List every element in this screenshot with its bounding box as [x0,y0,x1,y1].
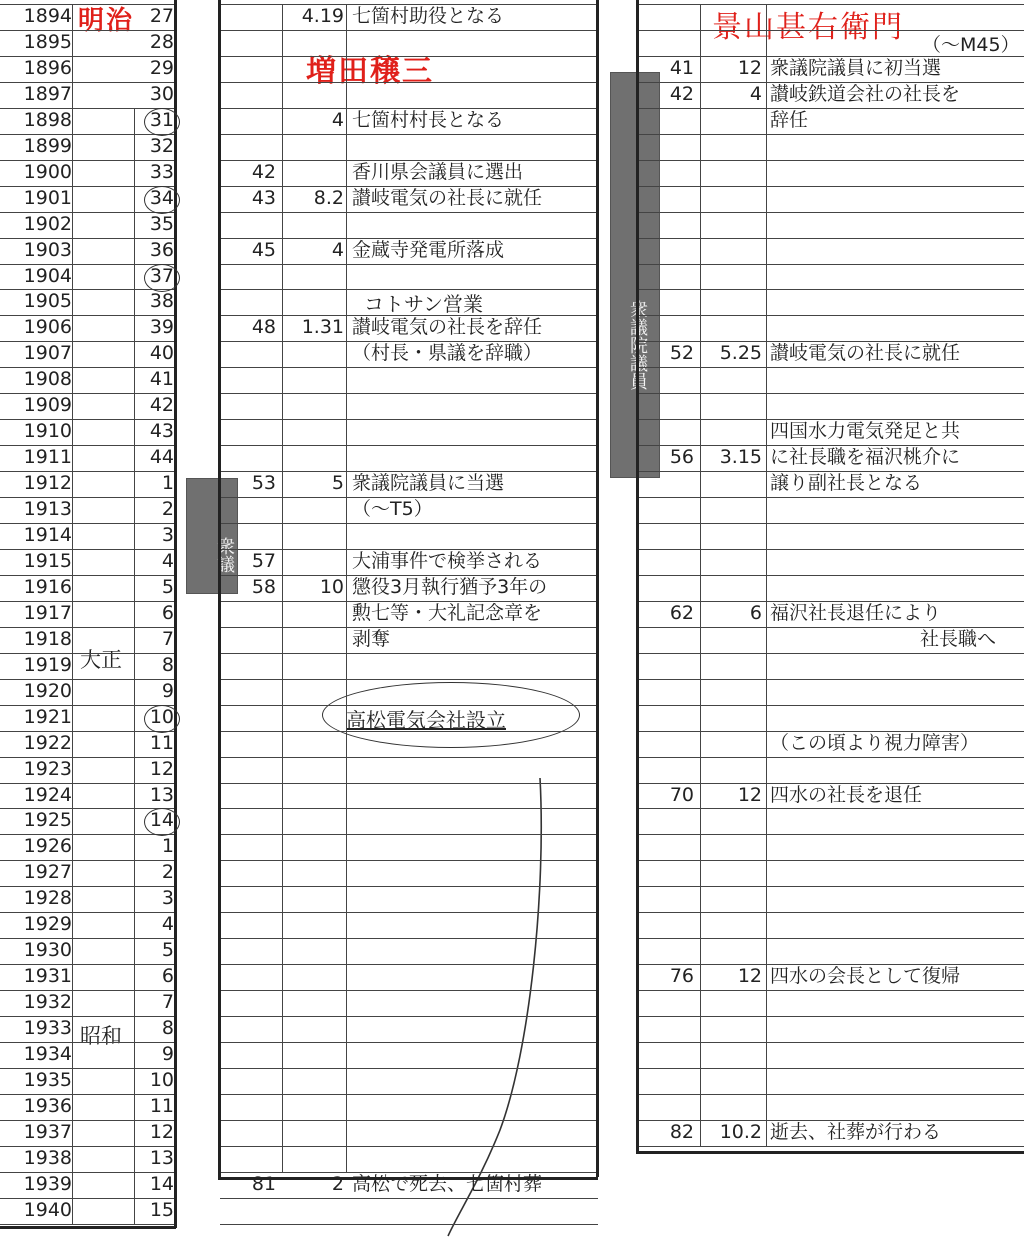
year-cell: 1904 [23,264,72,287]
row-line-masuda [220,367,598,368]
kageyama-event: （〜M45） [922,33,1020,56]
masuda-event: （村長・県議を辞職） [352,342,543,365]
kageyama-date: 12 [737,56,762,79]
kageyama-event: 四水の社長を退任 [770,783,923,806]
row-line-kageyama [638,990,1024,991]
year-cell: 1896 [23,56,72,79]
row-line-kageyama [638,367,1024,368]
row-line-kageyama [638,30,1024,31]
year-cell: 1940 [23,1198,72,1221]
row-line-kageyama [638,808,1024,809]
kageyama-event: 四水の会長として復帰 [770,965,961,988]
era-year-cell: 34 [149,186,174,209]
masuda-event: 讃岐電気の社長を辞任 [352,316,543,339]
era-year-cell: 43 [149,420,174,443]
row-line-masuda [220,938,598,939]
kageyama-bottom-border [636,1151,1024,1154]
year-cell: 1918 [23,627,72,650]
row-line-left [0,1224,176,1225]
year-cell: 1895 [23,30,72,53]
col-divider-year [72,4,73,1224]
era-year-cell: 2 [161,861,174,884]
era-year-cell: 44 [149,446,174,469]
era-year-cell: 27 [149,5,174,27]
era-meiji-label: 明治 [78,6,135,36]
row-line-kageyama [638,860,1024,861]
era-year-cell: 3 [161,887,174,910]
row-line-masuda [220,783,598,784]
kageyama-date: 4 [749,82,762,105]
year-cell: 1936 [23,1094,72,1117]
row-line-masuda [220,757,598,758]
row-line-masuda [220,134,598,135]
col-border-left-block [174,0,177,1228]
row-line-masuda [220,653,598,654]
kageyama-age: 52 [669,342,694,365]
row-line-masuda [220,990,598,991]
row-line-kageyama [638,1146,1024,1147]
era-year-cell: 13 [149,1146,174,1169]
row-line-masuda [220,1146,598,1147]
kageyama-event: 衆議院議員に初当選 [770,56,942,79]
year-cell: 1939 [23,1172,72,1195]
era-year-cell: 10 [149,705,174,728]
row-line-kageyama [638,523,1024,524]
masuda-event: 大浦事件で検挙される [352,549,543,572]
kageyama-event: 社長職へ [920,627,997,650]
era-year-cell: 14 [149,1172,174,1195]
year-cell: 1920 [23,679,72,702]
masuda-date: 2 [331,1172,344,1195]
handwritten-stroke [420,770,580,1238]
kageyama-event: 逝去、社葬が行わる [770,1120,942,1143]
year-cell: 1922 [23,731,72,754]
year-cell: 1899 [23,134,72,157]
year-cell: 1938 [23,1146,72,1169]
handwritten-circle [144,186,180,214]
year-cell: 1907 [23,342,72,365]
era-year-cell: 41 [149,368,174,391]
handwritten-note-company: 高松電気会社設立 [346,708,506,732]
col-divider-kageyama-date [766,4,767,1146]
row-line-masuda [220,82,598,83]
row-line-kageyama [638,289,1024,290]
row-line-masuda [220,419,598,420]
row-line-masuda [220,1094,598,1095]
row-line-masuda [220,1120,598,1121]
year-cell: 1924 [23,783,72,806]
row-line-kageyama [638,1016,1024,1017]
year-cell: 1916 [23,575,72,598]
era-year-cell: 29 [149,56,174,79]
era-year-cell: 33 [149,160,174,183]
year-cell: 1912 [23,472,72,495]
era-year-cell: 12 [149,1120,174,1143]
era-year-cell: 11 [149,1094,174,1117]
era-year-cell: 2 [161,498,174,521]
row-line-kageyama [638,238,1024,239]
era-showa-label: 昭和 [80,1024,122,1048]
masuda-age: 57 [251,549,276,572]
row-line-kageyama [638,1094,1024,1095]
kageyama-age: 62 [669,601,694,624]
col-divider-masuda-date [346,4,347,1172]
era-year-cell: 5 [161,939,174,962]
row-line-masuda [220,264,598,265]
year-cell: 1929 [23,913,72,936]
row-line-kageyama [638,1042,1024,1043]
row-line-kageyama [638,549,1024,550]
masuda-event: 金蔵寺発電所落成 [352,238,505,261]
row-line-kageyama [638,938,1024,939]
year-cell: 1926 [23,835,72,858]
row-line-kageyama [638,886,1024,887]
masuda-event: 七箇村村長となる [352,108,505,131]
left-bottom-border [0,1226,176,1229]
year-cell: 1923 [23,757,72,780]
row-line-masuda [220,912,598,913]
year-cell: 1906 [23,316,72,339]
era-year-cell: 9 [161,679,174,702]
masuda-house-tag: 衆議 [186,478,238,594]
year-cell: 1933 [23,1017,72,1040]
masuda-event: 勲七等・大礼記念章を [352,601,543,624]
era-year-cell: 6 [161,965,174,988]
masuda-event: 七箇村助役となる [352,5,505,27]
era-year-cell: 4 [161,913,174,936]
kageyama-age: 42 [669,82,694,105]
masuda-date: 4.19 [301,5,344,27]
era-year-cell: 7 [161,627,174,650]
row-line-kageyama [638,912,1024,913]
person-a-title: 増田穣三 [306,54,434,89]
era-year-cell: 13 [149,783,174,806]
era-year-cell: 14 [149,809,174,832]
year-cell: 1931 [23,965,72,988]
year-cell: 1934 [23,1043,72,1065]
row-line-masuda [220,523,598,524]
year-cell: 1910 [23,420,72,443]
kageyama-date: 10.2 [719,1120,762,1143]
era-year-cell: 10 [149,1068,174,1091]
kageyama-date: 12 [737,783,762,806]
handwritten-ellipse [322,682,580,748]
person-b-title: 景山甚右衛門 [712,10,904,45]
kageyama-age: 70 [669,783,694,806]
row-line-masuda [220,56,598,57]
row-line-kageyama [638,264,1024,265]
era-year-cell: 6 [161,601,174,624]
kageyama-age: 41 [669,56,694,79]
era-year-cell: 11 [149,731,174,754]
kageyama-event: に社長職を福沢桃介に [770,446,961,469]
row-line-masuda [220,679,598,680]
row-line-masuda [220,705,598,706]
era-year-cell: 42 [149,394,174,417]
row-line-kageyama [638,705,1024,706]
col-border-masuda-right [596,0,599,1177]
kageyama-event: 辞任 [770,108,809,131]
kageyama-age: 56 [669,446,694,469]
handwritten-note-business: コトサン営業 [364,292,483,316]
masuda-event: 高松で死去、七箇村葬 [352,1172,543,1195]
year-cell: 1917 [23,601,72,624]
masuda-event: 衆議院議員に当選 [352,472,505,495]
row-line-kageyama [638,1068,1024,1069]
row-line-masuda [220,1224,598,1225]
row-line-masuda [220,731,598,732]
year-cell: 1909 [23,394,72,417]
row-line-masuda [220,808,598,809]
era-year-cell: 4 [161,549,174,572]
era-year-cell: 40 [149,342,174,365]
masuda-age: 45 [251,238,276,261]
row-line-kageyama [638,834,1024,835]
era-year-cell: 9 [161,1043,174,1065]
masuda-event: （〜T5） [352,498,433,521]
kageyama-event: 福沢社長退任により [770,601,942,624]
era-year-cell: 35 [149,212,174,235]
era-year-cell: 31 [149,108,174,131]
era-year-cell: 1 [161,472,174,495]
era-year-cell: 12 [149,757,174,780]
kageyama-event: 讃岐鉄道会社の社長を [770,82,961,105]
row-line-masuda [220,627,598,628]
row-line-masuda [220,1198,598,1199]
row-line-kageyama [638,679,1024,680]
row-line-kageyama [638,186,1024,187]
era-year-cell: 8 [161,1017,174,1040]
era-year-cell: 7 [161,991,174,1014]
masuda-event: 剥奪 [352,627,391,650]
year-cell: 1900 [23,160,72,183]
kageyama-age: 82 [669,1120,694,1143]
year-cell: 1925 [23,809,72,832]
row-line-kageyama [638,497,1024,498]
row-line-masuda [220,445,598,446]
row-line-masuda [220,1016,598,1017]
era-year-cell: 32 [149,134,174,157]
row-line-kageyama [638,653,1024,654]
era-year-cell: 5 [161,575,174,598]
kageyama-event: （この頃より視力障害） [770,731,980,754]
row-line-kageyama [638,108,1024,109]
masuda-age: 48 [251,316,276,339]
year-cell: 1919 [23,653,72,676]
year-cell: 1928 [23,887,72,910]
masuda-date: 4 [331,238,344,261]
year-cell: 1908 [23,368,72,391]
era-year-cell: 8 [161,653,174,676]
kageyama-age: 76 [669,965,694,988]
era-year-cell: 30 [149,82,174,105]
year-cell: 1913 [23,498,72,521]
year-cell: 1927 [23,861,72,884]
era-year-cell: 38 [149,290,174,313]
masuda-age: 43 [251,186,276,209]
masuda-date: 10 [319,575,344,598]
row-line-kageyama [638,4,1024,5]
row-line-masuda [220,1068,598,1069]
era-year-cell: 39 [149,316,174,339]
year-cell: 1937 [23,1120,72,1143]
row-line-kageyama [638,575,1024,576]
row-line-masuda [220,289,598,290]
year-cell: 1935 [23,1068,72,1091]
year-cell: 1894 [23,5,72,27]
year-cell: 1930 [23,939,72,962]
row-line-masuda [220,886,598,887]
masuda-age: 58 [251,575,276,598]
year-cell: 1902 [23,212,72,235]
masuda-age: 81 [251,1172,276,1195]
era-year-cell: 1 [161,835,174,858]
year-cell: 1901 [23,186,72,209]
masuda-event: 讃岐電気の社長に就任 [352,186,543,209]
kageyama-event: 讃岐電気の社長に就任 [770,342,961,365]
handwritten-circle [144,108,180,136]
row-line-masuda [220,834,598,835]
masuda-date: 4 [331,108,344,131]
year-cell: 1921 [23,705,72,728]
year-cell: 1898 [23,108,72,131]
row-line-kageyama [638,315,1024,316]
era-year-cell: 15 [149,1198,174,1221]
kageyama-date: 6 [749,601,762,624]
row-line-kageyama [638,134,1024,135]
year-cell: 1914 [23,524,72,546]
era-year-cell: 36 [149,238,174,261]
row-line-kageyama [638,757,1024,758]
masuda-date: 8.2 [313,186,344,209]
row-line-masuda [220,212,598,213]
kageyama-date: 5.25 [719,342,762,365]
year-cell: 1903 [23,238,72,261]
year-cell: 1911 [23,446,72,469]
kageyama-event: 四国水力電気発足と共 [770,420,961,443]
row-line-masuda [220,393,598,394]
row-line-kageyama [638,393,1024,394]
era-year-cell: 37 [149,264,174,287]
kageyama-house-tag: 衆議院議員 [610,72,660,478]
year-cell: 1905 [23,290,72,313]
row-line-kageyama [638,160,1024,161]
masuda-event: 懲役3月執行猶予3年の [352,575,548,598]
kageyama-date: 3.15 [719,446,762,469]
row-line-masuda [220,860,598,861]
row-line-kageyama [638,212,1024,213]
kageyama-date: 12 [737,965,762,988]
handwritten-circle [144,705,180,733]
masuda-age: 42 [251,160,276,183]
year-cell: 1915 [23,549,72,572]
row-line-masuda [220,30,598,31]
masuda-date: 5 [331,472,344,495]
row-line-masuda [220,964,598,965]
year-cell: 1932 [23,991,72,1014]
row-line-masuda [220,1042,598,1043]
era-year-cell: 3 [161,524,174,546]
masuda-event: 香川県会議員に選出 [352,160,524,183]
year-cell: 1897 [23,82,72,105]
handwritten-circle [144,264,180,292]
era-year-cell: 28 [149,30,174,53]
era-taisho-label: 大正 [80,648,122,672]
kageyama-event: 譲り副社長となる [770,472,923,495]
masuda-date: 1.31 [301,316,344,339]
masuda-age: 53 [251,472,276,495]
